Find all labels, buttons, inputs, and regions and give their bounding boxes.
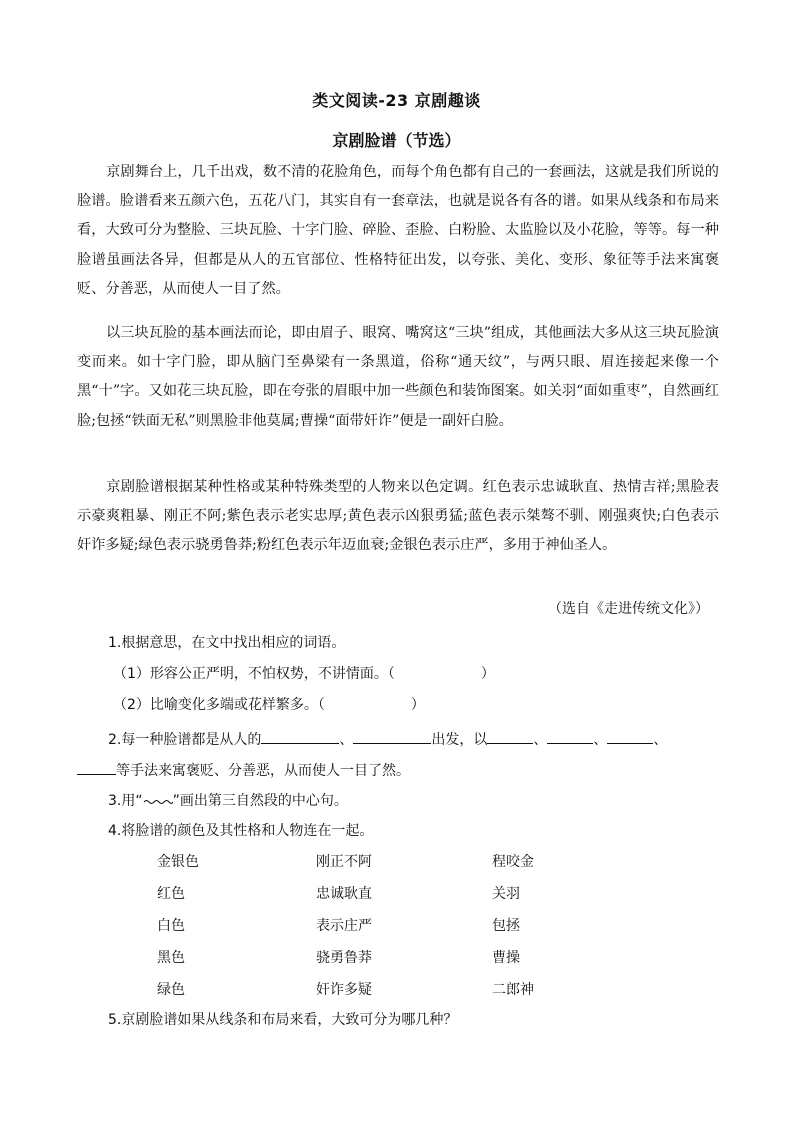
match-item-trait[interactable]: 忠诚耿直 [316,886,372,902]
match-item-trait[interactable]: 骁勇鲁莽 [316,950,372,966]
question-text: ） [480,666,495,682]
question-text: （2）比喻变化多端或花样繁多。（ [113,697,325,713]
passage-paragraph-3 [77,473,719,561]
question-1-sub-1 [113,664,495,684]
separator: 、 [339,732,354,748]
question-1-sub-2 [113,695,425,715]
passage-paragraph-1 [77,158,719,304]
passage-title: 京剧脸谱（节选） [332,131,461,150]
wavy-underline-icon [143,791,173,805]
match-item-color[interactable]: 红色 [157,886,185,902]
answer-blank[interactable] [547,729,593,744]
match-item-character[interactable]: 包拯 [492,918,520,934]
match-item-color[interactable]: 绿色 [157,982,185,998]
separator: 、 [593,732,608,748]
match-column-characters [492,852,534,1012]
passage-paragraph-2 [77,319,719,436]
question-text: ”画出第三自然段的中心句。 [172,793,348,809]
question-text: 2.每一种脸谱都是从人的 [108,732,262,748]
question-2-line-1 [108,729,667,750]
match-item-character[interactable]: 程咬金 [492,854,534,870]
match-column-traits [316,852,372,1012]
paragraph-text: 京剧脸谱根据某种性格或某种特殊类型的人物来以色定调。红色表示忠诚耿直、热情吉祥;黑脸表示豪爽粗暴、刚正不阿;紫色表示老实忠厚;黄色表示凶狠勇猛;蓝色表示桀骜不驯、刚强爽快;白色表示奸诈多疑;绿色表示骁勇鲁莽;粉红色表示年迈血衰;金银色表示庄严，多用于神仙圣人。 [77,479,719,554]
question-text: 出发，以 [431,732,488,748]
question-5-stem: 5.京剧脸谱如果从线条和布局来看，大致可分为哪几种？ [108,1012,458,1028]
paragraph-text: 京剧舞台上，几千出戏，数不清的花脸角色，而每个角色都有自己的一套画法，这就是我们所说的脸谱。脸谱看来五颜六色，五花八门，其实自有一套章法，也就是说各有各的谱。如果从线条和布局来看，大致可分为整脸、三块瓦脸、十字门脸、碎脸、歪脸、白粉脸、太监脸以及小花脸，等等。每一种脸谱虽画法各异，但都是从人的五官部位、性格特征出发，以夸张、美化、变形、象征等手法来寓褒贬、分善恶，从而使人一目了然。 [77,164,719,297]
question-text: （1）形容公正严明，不怕权势，不讲情面。（ [113,666,395,682]
separator: 、 [533,732,548,748]
match-item-character[interactable]: 关羽 [492,886,520,902]
answer-blank[interactable] [607,729,653,744]
question-4-stem: 4.将脸谱的颜色及其性格和人物连在一起。 [108,823,374,839]
answer-blank[interactable] [487,729,533,744]
question-1-stem: 1.根据意思，在文中找出相应的词语。 [108,635,346,651]
answer-blank[interactable] [353,729,431,744]
match-item-color[interactable]: 金银色 [157,854,199,870]
match-column-colors [157,852,199,1012]
page-title: 类文阅读-23 京剧趣谈 [312,91,481,110]
match-item-trait[interactable]: 表示庄严 [316,918,372,934]
match-item-color[interactable]: 白色 [157,918,185,934]
paragraph-text: 以三块瓦脸的基本画法而论，即由眉子、眼窝、嘴窝这“三块”组成，其他画法大多从这三块瓦脸演变而来。如十字门脸，即从脑门至鼻梁有一条黑道，俗称“通天纹”，与两只眼、眉连接起来像一个黑“十”字。又如花三块瓦脸，即在夸张的眉眼中加一些颜色和装饰图案。如关羽“面如重枣”，自然画红脸;包拯“铁面无私”则黑脸非他莫属;曹操“面带奸诈”便是一副奸白脸。 [77,325,719,429]
answer-blank[interactable] [77,760,116,775]
question-text: 等手法来寓褒贬、分善恶，从而使人一目了然。 [116,763,410,779]
match-item-trait[interactable]: 奸诈多疑 [316,982,372,998]
question-2-line-2 [77,760,410,781]
match-item-trait[interactable]: 刚正不阿 [316,854,372,870]
question-text: ） [410,697,425,713]
answer-blank[interactable] [261,729,339,744]
match-item-character[interactable]: 二郎神 [492,982,534,998]
separator: 、 [653,732,668,748]
match-item-character[interactable]: 曹操 [492,950,520,966]
match-item-color[interactable]: 黑色 [157,950,185,966]
question-3 [108,791,348,811]
question-text: 3.用“ [108,793,143,809]
passage-source: （选自《走进传统文化》） [548,601,709,617]
